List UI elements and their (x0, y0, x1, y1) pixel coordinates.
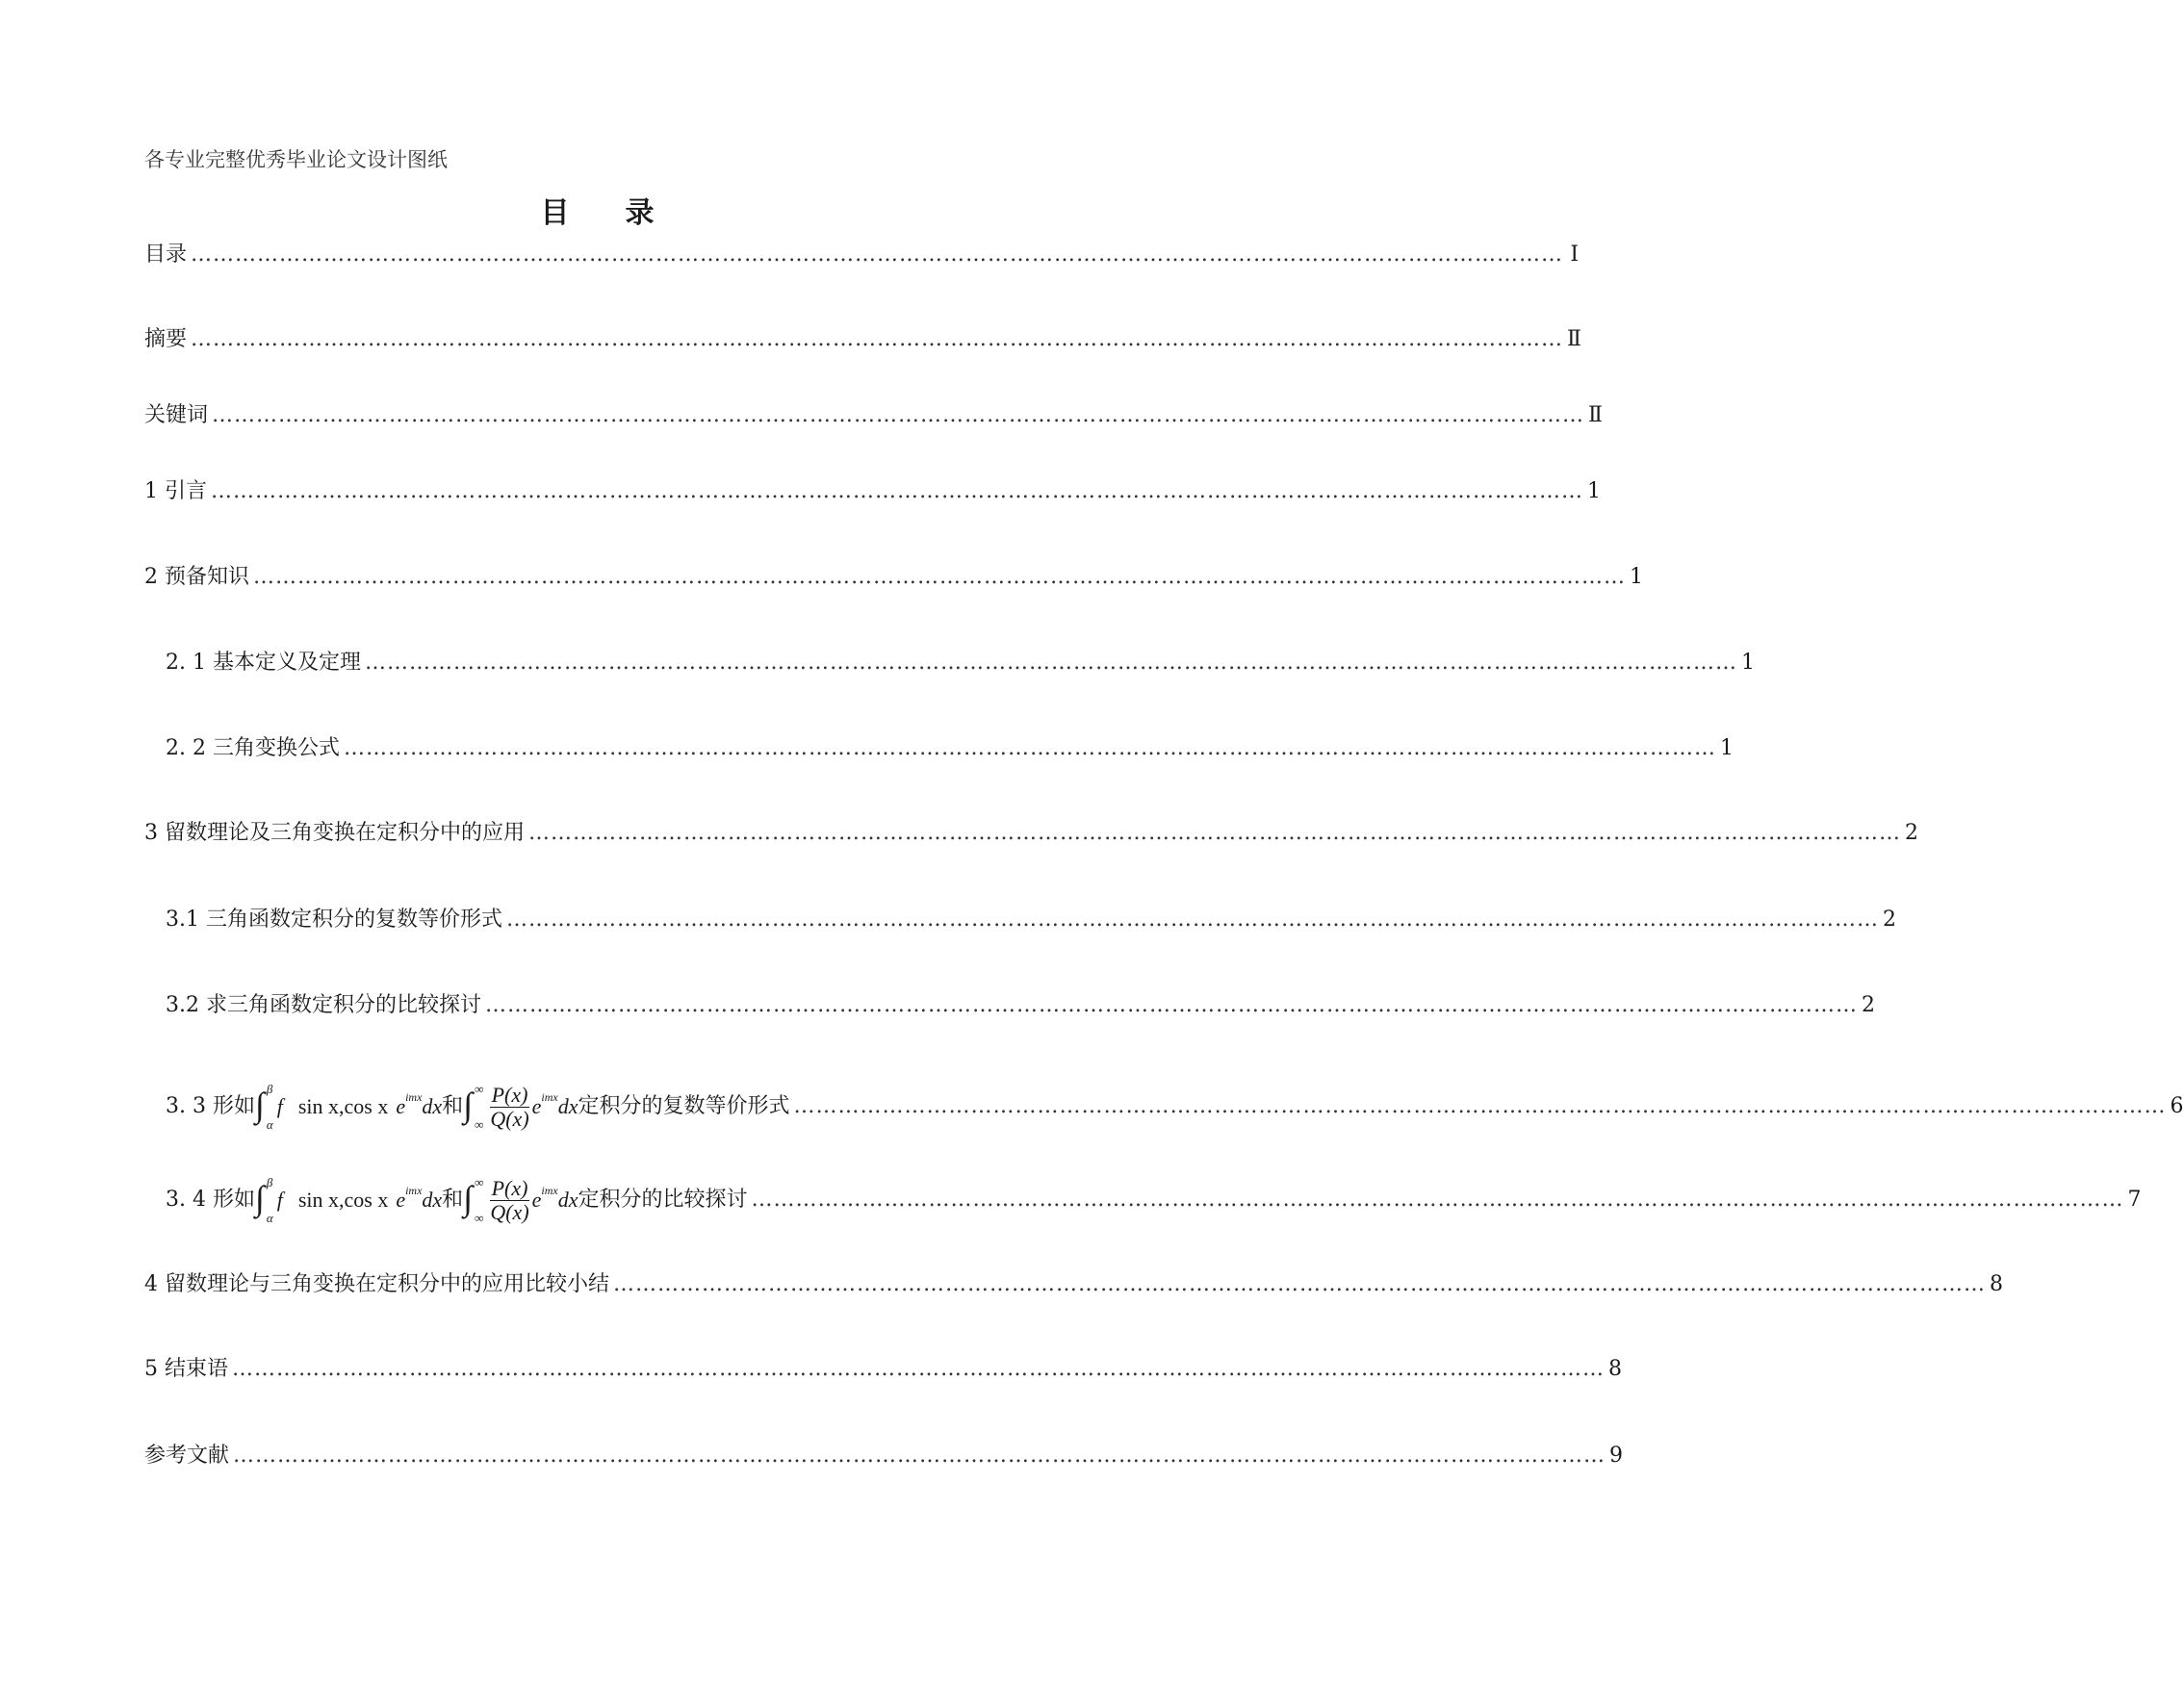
toc-entry-page: 1 (1630, 565, 1643, 589)
toc-entry-page: 2 (1882, 908, 1896, 932)
toc-entry-label: 目录 (144, 243, 188, 267)
exp-base: e (396, 1094, 406, 1118)
integral-limits (475, 1083, 483, 1131)
toc-entry-label: 3. 4 形如 (166, 1188, 255, 1212)
toc-entry-introduction[interactable] (144, 473, 1601, 511)
toc-entry-residue-application[interactable] (144, 814, 1918, 853)
upper-limit: β (266, 1082, 273, 1096)
denominator: Q(x) (490, 1199, 529, 1224)
toc-entry-label: 关键词 (144, 403, 209, 427)
toc-entry-contents[interactable] (144, 236, 1580, 274)
exp-base: e (531, 1188, 542, 1212)
exp-power: imx (405, 1090, 423, 1104)
toc-entry-label: 4 留数理论与三角变换在定积分中的应用比较小结 (144, 1272, 609, 1296)
toc-entry-preliminaries[interactable] (144, 558, 1643, 597)
toc-leader-dots: …………………………………………………………………………………………………………………………………………………………………… (343, 736, 1716, 760)
integral-formula-rational (463, 1171, 578, 1229)
toc-entry-complex-equivalent[interactable] (166, 901, 1896, 939)
function-f: f (276, 1094, 283, 1118)
toc-entry-trig-formulas[interactable] (166, 729, 1734, 768)
denominator: Q(x) (490, 1106, 529, 1131)
toc-leader-dots: …………………………………………………………………………………………………………………………………………………………………… (212, 403, 1585, 427)
numerator: P(x) (491, 1082, 528, 1107)
toc-entry-page: 8 (1990, 1272, 2003, 1296)
toc-entry-form-comparison[interactable] (166, 1166, 2142, 1234)
toc-entry-page: 9 (1609, 1444, 1624, 1468)
toc-entry-page: 8 (1608, 1357, 1622, 1381)
toc-leader-dots: …………………………………………………………………………………………………………………………………………………………………… (191, 243, 1564, 267)
toc-leader-dots: …………………………………………………………………………………………………………………………………………………………………… (505, 908, 1879, 932)
and-word: 和 (442, 1188, 464, 1212)
numerator: P(x) (491, 1175, 528, 1200)
exp-power: imx (405, 1184, 423, 1197)
integral-formula-trig (255, 1171, 442, 1229)
integral-sign: ∫ (463, 1179, 474, 1217)
fraction (488, 1177, 530, 1224)
toc-entry-label: 摘要 (144, 327, 188, 351)
integral-limits (267, 1176, 273, 1224)
toc-entry-page: 1 (1740, 651, 1755, 675)
toc-leader-dots: …………………………………………………………………………………………………………………………………………………………………… (191, 327, 1564, 351)
exp-base: e (531, 1094, 542, 1118)
upper-limit: ∞ (475, 1082, 484, 1096)
toc-entry-page: Ⅰ (1570, 243, 1580, 267)
integral-sign: ∫ (254, 1086, 265, 1124)
toc-leader-dots: …………………………………………………………………………………………………………………………………………………………………… (232, 1357, 1605, 1381)
integral-formula-rational (463, 1078, 578, 1136)
differential: dx (422, 1188, 443, 1212)
toc-entry-page: 6 (2170, 1094, 2184, 1118)
exp-base: e (396, 1188, 406, 1212)
toc-entry-label: 3.2 求三角函数定积分的比较探讨 (166, 993, 481, 1017)
sin-cos-args: sin x,cos x (297, 1188, 389, 1212)
toc-entry-form-complex-equivalent[interactable] (166, 1073, 2184, 1140)
integral-sign: ∫ (254, 1179, 265, 1217)
toc-entry-keywords[interactable] (144, 396, 1603, 435)
differential: dx (422, 1094, 443, 1118)
function-f: f (276, 1188, 283, 1212)
toc-entry-label: 3 留数理论及三角变换在定积分中的应用 (144, 821, 525, 845)
exp-power: imx (541, 1090, 558, 1104)
toc-entry-comparison[interactable] (166, 986, 1875, 1025)
toc-entry-page: 1 (1719, 736, 1734, 760)
integral-formula-trig (255, 1078, 442, 1136)
toc-leader-dots: …………………………………………………………………………………………………………………………………………………………………… (233, 1444, 1606, 1468)
document-header: 各专业完整优秀毕业论文设计图纸 (144, 148, 448, 171)
toc-entry-abstract[interactable] (144, 320, 1581, 359)
toc-leader-dots: …………………………………………………………………………………………………………………………………………………………………… (211, 479, 1583, 503)
toc-entry-label: 1 引言 (144, 479, 207, 503)
toc-leader-dots: …………………………………………………………………………………………………………………………………………………………………… (613, 1272, 1986, 1296)
toc-entry-references[interactable] (144, 1437, 1624, 1475)
fraction (488, 1084, 530, 1131)
toc-entry-suffix: 定积分的比较探讨 (578, 1188, 748, 1212)
integral-limits (267, 1083, 273, 1131)
sin-cos-args: sin x,cos x (297, 1094, 389, 1118)
toc-entry-label: 参考文献 (144, 1444, 230, 1468)
lower-limit: α (266, 1117, 273, 1132)
toc-entry-label: 3. 3 形如 (166, 1094, 255, 1118)
toc-entry-page: 1 (1587, 479, 1601, 503)
toc-entry-label: 2. 1 基本定义及定理 (166, 651, 361, 675)
toc-leader-dots: …………………………………………………………………………………………………………………………………………………………………… (528, 821, 1901, 845)
toc-entry-page: Ⅱ (1567, 327, 1581, 351)
toc-entry-page: Ⅱ (1588, 403, 1603, 427)
toc-entry-label: 5 结束语 (144, 1357, 228, 1381)
differential: dx (557, 1094, 578, 1118)
differential: dx (557, 1188, 578, 1212)
lower-limit: ∞ (475, 1211, 484, 1225)
toc-entry-label: 2. 2 三角变换公式 (166, 736, 340, 760)
toc-entry-conclusion[interactable] (144, 1350, 1622, 1389)
toc-leader-dots: …………………………………………………………………………………………………………………………………………………………………… (253, 565, 1626, 589)
toc-entry-label: 2 预备知识 (144, 565, 249, 589)
and-word: 和 (442, 1094, 464, 1118)
exp-power: imx (541, 1184, 558, 1197)
integral-sign: ∫ (463, 1086, 474, 1124)
upper-limit: ∞ (475, 1175, 484, 1189)
integral-limits (475, 1176, 483, 1224)
toc-entry-summary[interactable] (144, 1266, 2003, 1304)
upper-limit: β (266, 1175, 273, 1189)
toc-leader-dots: …………………………………………………………………………………………………………………………………………………………………… (793, 1094, 2167, 1118)
toc-entry-label: 3.1 三角函数定积分的复数等价形式 (166, 908, 502, 932)
lower-limit: α (266, 1211, 273, 1225)
toc-entry-page: 2 (1861, 993, 1875, 1017)
toc-leader-dots: …………………………………………………………………………………………………………………………………………………………………… (751, 1188, 2124, 1212)
toc-entry-suffix: 定积分的复数等价形式 (578, 1094, 790, 1118)
toc-entry-page: 2 (1905, 821, 1918, 845)
toc-leader-dots: …………………………………………………………………………………………………………………………………………………………………… (484, 993, 1858, 1017)
toc-entry-page: 7 (2127, 1188, 2142, 1212)
toc-leader-dots: …………………………………………………………………………………………………………………………………………………………………… (364, 651, 1737, 675)
toc-title: 目录 (540, 196, 710, 230)
toc-entry-basic-definitions[interactable] (166, 644, 1755, 682)
lower-limit: ∞ (475, 1117, 484, 1132)
